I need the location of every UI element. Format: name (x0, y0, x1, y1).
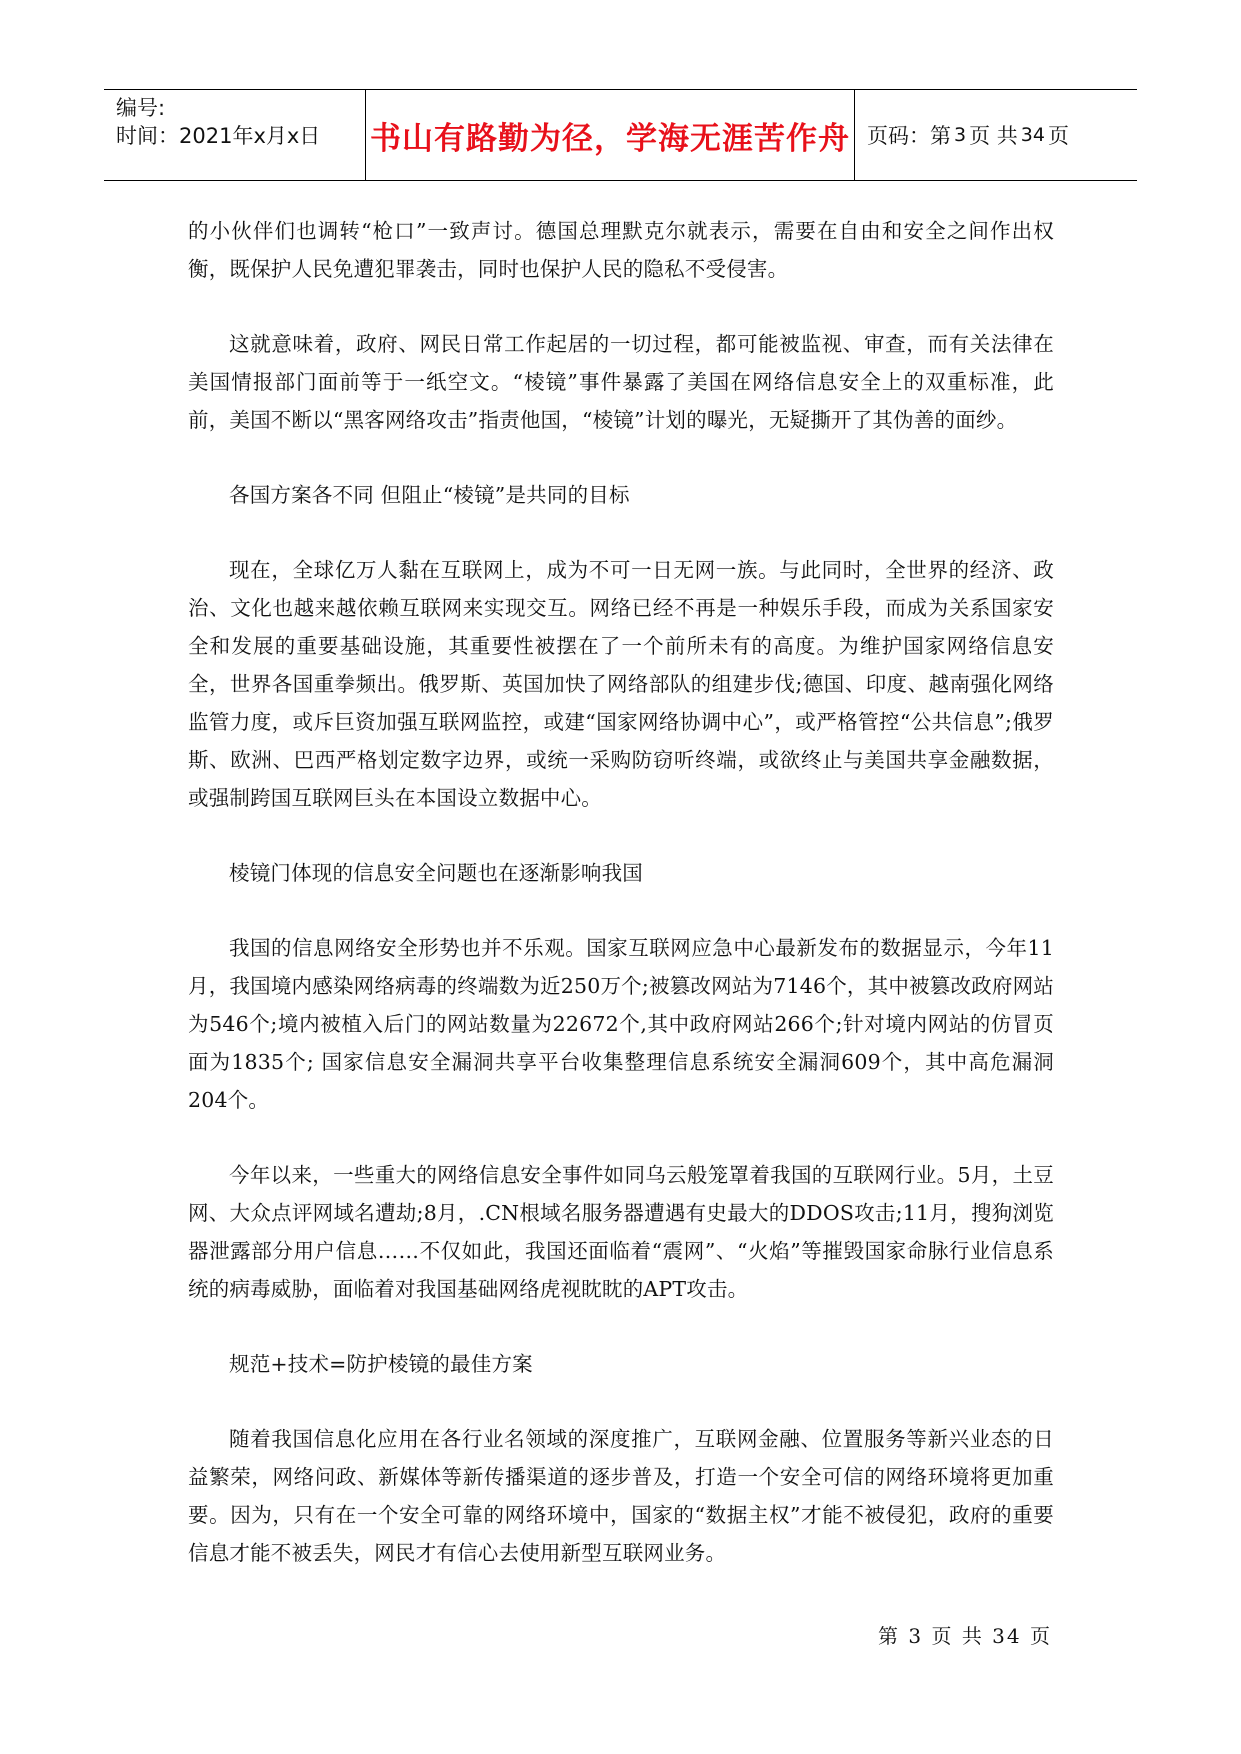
header-motto: 书山有路勤为径，学海无涯苦作舟 (366, 90, 855, 180)
page-footer: 第 3 页 共 34 页 (878, 1624, 1052, 1648)
page-prefix: 页码：第 (867, 124, 951, 148)
paragraph: 今年以来，一些重大的网络信息安全事件如同乌云般笼罩着我国的互联网行业。5月，土豆网、大众点评网域名遭劫;8月，.CN根域名服务器遭遇有史最大的DDOS攻击;11月，搜狗浏览器泄露部分用户信息……不仅如此，我国还面临着“震网”、“火焰”等摧毁国家命脉行业信息系统的病毒威胁，面临着对我国基础网络虎视眈眈的APT攻击。 (188, 1163, 1054, 1301)
document-number-label: 编号: (116, 96, 166, 120)
page-suffix: 页 (1047, 124, 1069, 148)
page-mid: 页 共 (969, 124, 1018, 148)
paragraph: 这就意味着，政府、网民日常工作起居的一切过程，都可能被监视、审查，而有关法律在美国情报部门面前等于一纸空文。“棱镜”事件暴露了美国在网络信息安全上的双重标准，此前，美国不断以“黑客网络攻击”指责他国，“棱镜”计划的曝光，无疑撕开了其伪善的面纱。 (188, 332, 1054, 432)
paragraph: 随着我国信息化应用在各行业名领域的深度推广，互联网金融、位置服务等新兴业态的日益繁荣，网络问政、新媒体等新传播渠道的逐步普及，打造一个安全可信的网络环境将更加重要。因为，只有在一个安全可靠的网络环境中，国家的“数据主权”才能不被侵犯，政府的重要信息才能不被丢失，网民才有信心去使用新型互联网业务。 (188, 1427, 1054, 1565)
page-header (104, 89, 1137, 181)
paragraph: 我国的信息网络安全形势也并不乐观。国家互联网应急中心最新发布的数据显示，今年11月，我国境内感染网络病毒的终端数为近250万个;被篡改网站为7146个，其中被篡改政府网站为546个;境内被植入后门的网站数量为22672个,其中政府网站266个;针对境内网站的仿冒页面为1835个; 国家信息安全漏洞共享平台收集整理信息系统安全漏洞609个，其中高危漏洞204个。 (188, 936, 1054, 1112)
section-heading: 棱镜门体现的信息安全问题也在逐渐影响我国 (229, 861, 643, 885)
page-total: 34 (1020, 124, 1045, 146)
section-heading: 各国方案各不同 但阻止“棱镜”是共同的目标 (229, 483, 630, 507)
header-page-number (855, 90, 1137, 180)
section-heading: 规范+技术=防护棱镜的最佳方案 (229, 1352, 533, 1376)
document-body (188, 212, 1054, 1609)
paragraph: 的小伙伴们也调转“枪口”一致声讨。德国总理默克尔就表示，需要在自由和安全之间作出权衡，既保护人民免遭犯罪袭击，同时也保护人民的隐私不受侵害。 (188, 219, 1054, 281)
paragraph: 现在，全球亿万人黏在互联网上，成为不可一日无网一族。与此同时，全世界的经济、政治、文化也越来越依赖互联网来实现交互。网络已经不再是一种娱乐手段，而成为关系国家安全和发展的重要基础设施，其重要性被摆在了一个前所未有的高度。为维护国家网络信息安全，世界各国重拳频出。俄罗斯、英国加快了网络部队的组建步伐;德国、印度、越南强化网络监管力度，或斥巨资加强互联网监控，或建“国家网络协调中心”，或严格管控“公共信息”;俄罗斯、欧洲、巴西严格划定数字边界，或统一采购防窃听终端，或欲终止与美国共享金融数据，或强制跨国互联网巨头在本国设立数据中心。 (188, 558, 1054, 810)
page-current: 3 (954, 124, 967, 146)
header-meta-cell (104, 90, 366, 180)
document-time: 时间：2021年x月x日 (116, 124, 321, 148)
